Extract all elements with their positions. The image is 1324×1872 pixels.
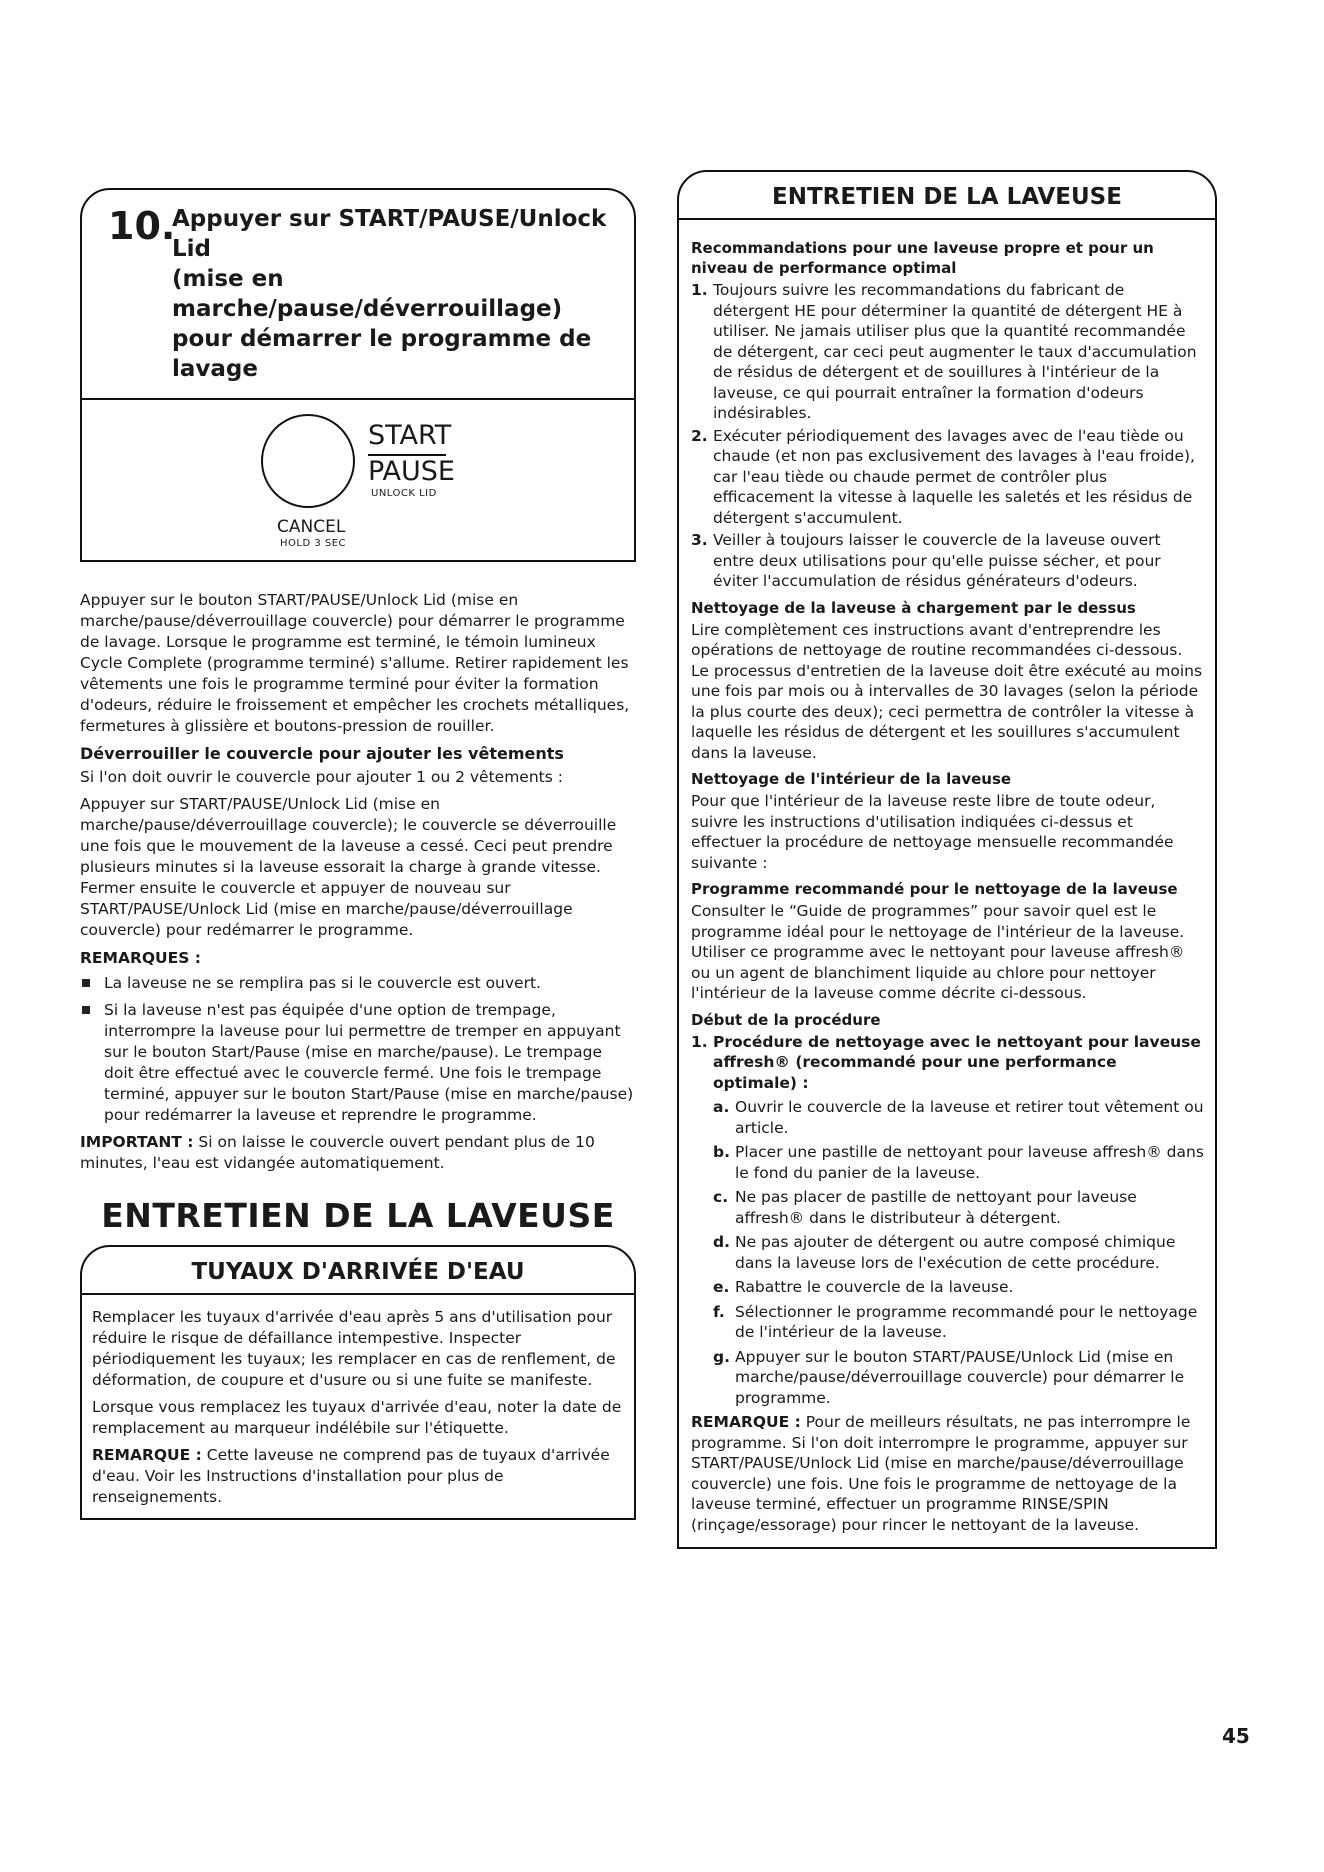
- interior-paragraph: Pour que l'intérieur de la laveuse reste libre de toute odeur, suivre les instructions d'utilisation indiquées ci-dessus et effectuer la procédure de nettoyage mensuelle recommandée suivante :: [691, 792, 1174, 872]
- step-number: 10.: [108, 204, 176, 248]
- list-item: [80, 973, 636, 994]
- maintenance-title: ENTRETIEN DE LA LAVEUSE: [679, 172, 1215, 220]
- bullet-icon: [82, 1006, 90, 1014]
- notes-list: [80, 973, 636, 1126]
- list-item: [713, 1097, 1205, 1138]
- remarque-label: REMARQUE :: [92, 1446, 202, 1464]
- interior-heading: Nettoyage de l'intérieur de la laveuse: [691, 770, 1012, 788]
- item-text: Rabattre le couvercle de la laveuse.: [735, 1278, 1014, 1296]
- item-text: Sélectionner le programme recommandé pour le nettoyage de l'intérieur de la laveuse.: [735, 1302, 1198, 1341]
- right-column: [677, 170, 1217, 1549]
- step-title-line1: Appuyer sur START/PAUSE/Unlock Lid: [172, 206, 607, 262]
- section-title: ENTRETIEN DE LA LAVEUSE: [101, 1196, 615, 1235]
- procedure-list: [691, 1032, 1205, 1409]
- toploader-heading: Nettoyage de la laveuse à chargement par le dessus: [691, 598, 1136, 617]
- hold-label: HOLD 3 SEC: [280, 538, 347, 549]
- unlock-heading: Déverrouiller le couvercle pour ajouter les vêtements: [80, 744, 564, 763]
- list-item: [713, 1232, 1205, 1273]
- item-letter: a.: [713, 1098, 730, 1116]
- item-number: 3.: [691, 531, 708, 549]
- reco-list: [691, 280, 1205, 592]
- remarque-text: Pour de meilleurs résultats, ne pas interrompre le programme. Si l'on doit interrompre le programme, appuyer sur START/PAUSE/Unlock Lid (mise en marche/pause/déverrouillage couvercle) une fois. Une fois le programme de nettoyage de la laveuse terminé, effectuer un programme RINSE/SPIN (rinçage/essorage) pour rincer le nettoyant de la laveuse.: [691, 1413, 1191, 1534]
- item-letter: d.: [713, 1233, 730, 1251]
- list-item: [713, 1187, 1205, 1228]
- list-item: [713, 1302, 1205, 1343]
- list-item: [713, 1277, 1205, 1298]
- hoses-remarque: [92, 1445, 624, 1508]
- item-letter: g.: [713, 1347, 730, 1366]
- left-column: [80, 188, 636, 1520]
- procedure-title: Procédure de nettoyage avec le nettoyant pour laveuse affresh® (recommandé pour une performance optimale) :: [713, 1032, 1201, 1092]
- step-title-line3: pour démarrer le programme de lavage: [172, 326, 592, 382]
- important-paragraph: [80, 1132, 636, 1174]
- item-text: Appuyer sur le bouton START/PAUSE/Unlock Lid (mise en marche/pause/déverrouillage couvercle) pour démarrer le programme.: [735, 1347, 1185, 1407]
- hoses-box: [80, 1245, 636, 1520]
- substep-list: [713, 1097, 1205, 1408]
- remarques-label: REMARQUES :: [80, 949, 201, 967]
- begin-heading: Début de la procédure: [691, 1010, 881, 1029]
- item-number: 1.: [691, 281, 708, 299]
- control-panel-illustration: [82, 400, 634, 560]
- list-item: [713, 1142, 1205, 1183]
- step-title: [172, 204, 624, 384]
- item-letter: f.: [713, 1302, 725, 1321]
- item-text: Exécuter périodiquement des lavages avec de l'eau tiède ou chaude (et non pas exclusivement des lavages à l'eau froide), car l'eau tiède ou chaude permet de contrôler plus efficacement la vitesse à laquelle les saletés et les résidus de détergent s'accumulent.: [713, 426, 1195, 527]
- important-text: Si on laisse le couvercle ouvert pendant plus de 10 minutes, l'eau est vidangée automatiquement.: [80, 1133, 595, 1172]
- item-text: Veiller à toujours laisser le couvercle de la laveuse ouvert entre deux utilisations pour qu'elle puisse sécher, et pour éviter l'accumulation de résidus générateurs d'odeurs.: [713, 531, 1161, 590]
- note-text: Si la laveuse n'est pas équipée d'une option de trempage, interrompre la laveuse pour lui permettre de tremper en appuyant sur le bouton Start/Pause (mise en marche/pause). Le trempage doit être effectué avec le couvercle fermé. Une fois le trempage terminé, appuyer sur le bouton Start/Pause (mise en marche/pause) pour redémarrer la laveuse et reprendre le programme.: [104, 1001, 634, 1124]
- item-letter: c.: [713, 1188, 729, 1206]
- pause-label: PAUSE: [368, 456, 455, 487]
- start-button-icon: [261, 414, 355, 508]
- item-number: 1.: [691, 1032, 708, 1051]
- maintenance-box: [677, 170, 1217, 1549]
- item-text: Ouvrir le couvercle de la laveuse et retirer tout vêtement ou article.: [735, 1098, 1204, 1137]
- item-text: Ne pas ajouter de détergent ou autre composé chimique dans la laveuse lors de l'exécution de cette procédure.: [735, 1233, 1176, 1272]
- unlock-paragraph-1: Si l'on doit ouvrir le couvercle pour ajouter 1 ou 2 vêtements :: [80, 768, 563, 786]
- page-number: 45: [1222, 1724, 1250, 1748]
- hoses-paragraph-2: Lorsque vous remplacez les tuyaux d'arrivée d'eau, noter la date de remplacement au marqueur indélébile sur l'étiquette.: [92, 1398, 622, 1437]
- step-10-box: [80, 188, 636, 562]
- hoses-paragraph-1: Remplacer les tuyaux d'arrivée d'eau après 5 ans d'utilisation pour réduire le risque de défaillance intempestive. Inspecter périodiquement les tuyaux; les remplacer en cas de renflement, de déformation, de coupure et d'usure ou si une fuite se manifeste.: [92, 1308, 616, 1389]
- remarque-label: REMARQUE :: [691, 1413, 801, 1431]
- list-item: [691, 1032, 1205, 1409]
- item-text: Toujours suivre les recommandations du fabricant de détergent HE pour déterminer la quantité de détergent HE à utiliser. Ne jamais utiliser plus que la quantité recommandée de détergent, car ceci peut augmenter le taux d'accumulation de résidus de détergent et de souillures à l'intérieur de la laveuse, ce qui pourrait entraîner la formation d'odeurs indésirables.: [713, 281, 1197, 422]
- list-item: [691, 530, 1205, 592]
- important-label: IMPORTANT :: [80, 1133, 194, 1151]
- step-title-line2: (mise en marche/pause/déverrouillage): [172, 266, 563, 322]
- procedure-remarque: [691, 1412, 1205, 1535]
- unlock-paragraph-2: Appuyer sur START/PAUSE/Unlock Lid (mise en marche/pause/déverrouillage couvercle); le couvercle se déverrouille une fois que le mouvement de la laveuse a cessé. Ceci peut prendre plusieurs minutes si la laveuse essorait la charge à grande vitesse. Fermer ensuite le couvercle et appuyer de nouveau sur START/PAUSE/Unlock Lid (mise en marche/pause/déverrouillage couvercle) pour redémarrer le programme.: [80, 795, 617, 939]
- note-text: La laveuse ne se remplira pas si le couvercle est ouvert.: [104, 974, 541, 992]
- list-item: [713, 1347, 1205, 1409]
- program-heading: Programme recommandé pour le nettoyage de la laveuse: [691, 880, 1178, 898]
- step-header: [82, 190, 634, 400]
- item-letter: b.: [713, 1143, 730, 1161]
- start-label: START: [368, 420, 452, 451]
- list-item: [691, 280, 1205, 424]
- intro-paragraph: Appuyer sur le bouton START/PAUSE/Unlock Lid (mise en marche/pause/déverrouillage couvercle) pour démarrer le programme de lavage. Lorsque le programme est terminé, le témoin lumineux Cycle Complete (programme terminé) s'allume. Retirer rapidement les vêtements une fois le programme terminé pour éviter la formation d'odeurs, réduire le froissement et empêcher les crochets métalliques, fermetures à glissière et boutons-pression de rouiller.: [80, 591, 630, 735]
- item-text: Placer une pastille de nettoyant pour laveuse affresh® dans le fond du panier de la laveuse.: [735, 1143, 1204, 1182]
- remarque-text: Cette laveuse ne comprend pas de tuyaux d'arrivée d'eau. Voir les Instructions d'installation pour plus de renseignements.: [92, 1446, 610, 1506]
- program-paragraph: Consulter le “Guide de programmes” pour savoir quel est le programme idéal pour le nettoyage de l'intérieur de la laveuse. Utiliser ce programme avec le nettoyant pour laveuse affresh® ou un agent de blanchiment liquide au chlore pour nettoyer l'intérieur de la laveuse comme décrite ci-dessous.: [691, 902, 1185, 1002]
- unlock-lid-label: UNLOCK LID: [371, 488, 437, 499]
- maintenance-body: [679, 220, 1215, 1547]
- list-item: [80, 1000, 636, 1126]
- item-text: Ne pas placer de pastille de nettoyant pour laveuse affresh® dans le distributeur à détergent.: [735, 1188, 1137, 1227]
- bullet-icon: [82, 979, 90, 987]
- list-item: [691, 426, 1205, 529]
- item-letter: e.: [713, 1278, 730, 1296]
- hoses-title: TUYAUX D'ARRIVÉE D'EAU: [82, 1247, 634, 1295]
- hoses-body: [82, 1295, 634, 1518]
- toploader-paragraph: Lire complètement ces instructions avant d'entreprendre les opérations de nettoyage de routine recommandées ci-dessous. Le processus d'entretien de la laveuse doit être exécuté au moins une fois par mois ou à intervalles de 30 lavages (selon la période la plus courte des deux); ceci permettra de contrôler la vitesse à laquelle les résidus de détergent et les souillures s'accumulent dans la laveuse.: [691, 620, 1203, 762]
- reco-heading: Recommandations pour une laveuse propre et pour un niveau de performance optimal: [691, 239, 1154, 277]
- item-number: 2.: [691, 426, 708, 445]
- cancel-label: CANCEL: [277, 517, 346, 537]
